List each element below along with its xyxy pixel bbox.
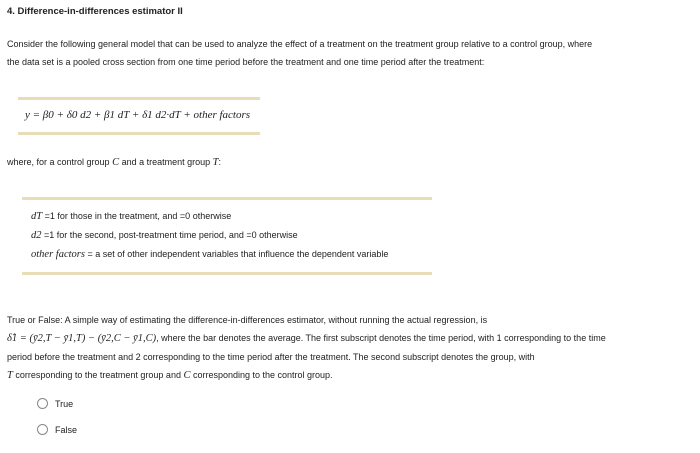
where-prefix: where, for a control group xyxy=(7,157,113,167)
where-treatment-symbol: T xyxy=(212,157,219,168)
tf-line-4-mid: corresponding to the treatment group and xyxy=(12,370,184,380)
definition-var: other factors xyxy=(31,249,85,260)
did-formula: δ̂1 = (ȳ2,T − ȳ1,T) − (ȳ2,C − ȳ1,C) xyxy=(7,333,157,344)
tf-line-2 xyxy=(7,329,687,348)
model-equation-box xyxy=(18,97,260,135)
definition-dT xyxy=(31,211,231,222)
where-mid: and a treatment group xyxy=(119,157,213,167)
definition-other-factors xyxy=(31,249,388,260)
radio-circle-icon[interactable] xyxy=(37,424,48,435)
definition-text: =1 for the second, post-treatment time period, and =0 otherwise xyxy=(41,230,298,240)
true-false-prompt xyxy=(7,311,687,385)
option-true[interactable] xyxy=(37,398,73,409)
definition-d2 xyxy=(31,230,298,241)
definition-var: d2 xyxy=(31,230,42,241)
where-text xyxy=(7,153,687,172)
option-false-label: False xyxy=(55,424,78,435)
intro-line-1: Consider the following general model that can be used to analyze the effect of a treatment on the treatment group relative to a control group, where xyxy=(7,39,593,49)
where-suffix: : xyxy=(218,157,221,167)
definitions-box xyxy=(22,197,432,275)
intro-line-2: the data set is a pooled cross section from one time period before the treatment and one time period after the treatment: xyxy=(7,57,485,67)
radio-circle-icon[interactable] xyxy=(37,398,48,409)
where-control-symbol: C xyxy=(112,157,120,168)
option-false[interactable] xyxy=(37,424,77,435)
tf-line-1: True or False: A simple way of estimating the difference-in-differences estimator, without running the actual regression, is xyxy=(7,315,488,325)
option-true-label: True xyxy=(55,398,74,409)
tf-line-3: period before the treatment and 2 corresponding to the time period after the treatment. The second subscript denotes the group, with xyxy=(7,352,535,362)
tf-line-2-text: , where the bar denotes the average. The first subscript denotes the time period, with 1 corresponding to the time xyxy=(156,333,606,343)
definition-text: = a set of other independent variables that influence the dependent variable xyxy=(84,249,389,259)
definition-text: =1 for those in the treatment, and =0 otherwise xyxy=(42,211,232,221)
tf-control-symbol: C xyxy=(183,370,191,381)
tf-line-4-end: corresponding to the control group. xyxy=(190,370,333,380)
intro-text xyxy=(7,35,687,71)
tf-line-4 xyxy=(7,366,687,385)
definition-var: dT xyxy=(31,211,43,222)
question-title: 4. Difference-in-differences estimator II xyxy=(7,6,183,17)
tf-treatment-symbol: T xyxy=(7,370,13,381)
model-equation: y = β0 + δ0 d2 + β1 dT + δ1 d2·dT + other factors xyxy=(25,109,251,121)
